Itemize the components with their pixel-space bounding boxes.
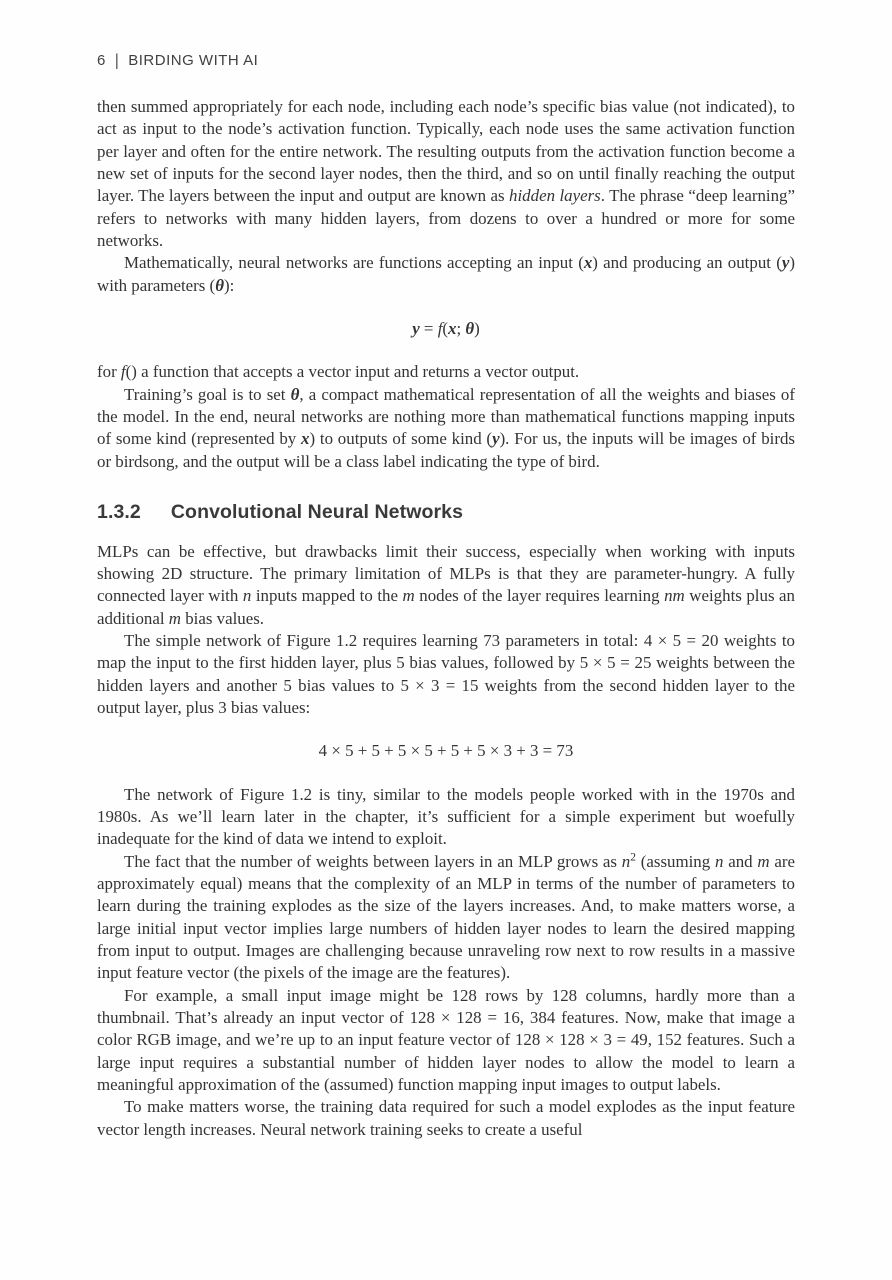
text-run: To make matters worse, the training data required for such a model explodes as the input feature vector length increases. Neural network training seeks to create a useful (97, 1097, 795, 1139)
text-run: Mathematically, neural networks are functions accepting an input ( (124, 253, 584, 273)
text-run: n (714, 851, 724, 871)
text-run: = (419, 319, 438, 339)
running-head: BIRDING WITH AI (128, 52, 259, 69)
text-run: (assuming (635, 851, 715, 871)
paragraph (97, 784, 795, 851)
paragraph (97, 541, 795, 630)
text-run: ) and producing an output ( (592, 253, 782, 273)
text-run: nm (664, 586, 685, 606)
text-run: θ (465, 319, 475, 339)
text-run: ). For us, the inputs will be images of birds or birdsong, and the output will be a class label indicating the type of bird. (97, 429, 795, 471)
text-run: ( (442, 319, 449, 339)
text-run: 4 × 5 + 5 + 5 × 5 + 5 + 5 × 3 + 3 = 73 (318, 741, 574, 761)
paragraph (97, 985, 795, 1097)
text-run: n (242, 586, 252, 606)
paragraph (97, 96, 795, 252)
page-body (97, 96, 795, 1141)
section-heading (97, 501, 795, 523)
text-run: ) with parameters ( (97, 253, 795, 295)
paragraph (97, 630, 795, 719)
text-run: ) (474, 319, 480, 339)
header-separator: | (114, 51, 120, 70)
text-run: ; (456, 319, 466, 339)
text-run: x (583, 253, 593, 273)
page-header (97, 52, 795, 69)
page-number: 6 (97, 52, 106, 69)
text-run: θ (290, 384, 300, 404)
section-title: Convolutional Neural Networks (170, 501, 464, 524)
text-run: () a function that accepts a vector input and returns a vector output. (125, 362, 580, 382)
text-run: 2 (630, 851, 636, 863)
paragraph (97, 384, 795, 473)
section-number: 1.3.2 (97, 501, 141, 524)
text-run: f (437, 319, 443, 339)
text-run: , a compact mathematical representation of all the weights and biases of the model. In the end, neural networks are nothing more than mathematical functions mapping inputs of some kind (represented by (97, 384, 795, 449)
text-run: inputs mapped to the (251, 586, 403, 606)
text-run: then summed appropriately for each node, including each node’s specific bias value (not indicated), to act as input to the node’s activation function. Typically, each node uses the same activation function per layer and often for the entire network. The resulting outputs from the activation function become a new set of inputs for the second layer nodes, then the third, and so on until finally reaching the output layer. The layers between the input and output are known as (97, 97, 795, 206)
text-run: x (448, 319, 457, 339)
text-run: . The phrase “deep learning” refers to networks with many hidden layers, from dozens to over a hundred or more for some networks. (97, 186, 795, 251)
text-run: The fact that the number of weights between layers in an MLP grows as (124, 851, 622, 871)
paragraph (97, 252, 795, 297)
text-run: are approximately equal) means that the complexity of an MLP in terms of the number of parameters to learn during the training explodes as the size of the layers increases. And, to make matters worse, a large initial input vector implies large numbers of hidden layer nodes to learn the desired mapping from input to output. Images are challenging because unraveling row next to row results in a massive input feature vector (the pixels of the image are the features). (97, 851, 795, 983)
text-run: y (412, 319, 420, 339)
text-run: f (120, 362, 126, 382)
text-run: Training’s goal is to set (124, 384, 291, 404)
text-run: ) to outputs of some kind ( (309, 429, 493, 449)
text-run: x (301, 429, 310, 449)
text-run: The network of Figure 1.2 is tiny, similar to the models people worked with in the 1970s and 1980s. As we’ll learn later in the chapter, it’s sufficient for a simple experiment but woefully inadequate for the kind of data we intend to exploit. (97, 784, 795, 849)
text-run: The simple network of Figure 1.2 requires learning 73 parameters in total: 4 × 5 = 20 weights to map the input to the first hidden layer, plus 5 bias values, followed by 5 × 5 = 25 weights between the hidden layers and another 5 bias values to 5 × 3 = 15 weights from the second hidden layer to the output layer, plus 3 bias values: (97, 630, 795, 717)
paragraph (97, 361, 795, 383)
paragraph (97, 851, 795, 985)
equation (97, 318, 795, 340)
text-run: bias values. (180, 608, 265, 628)
text-run: y (781, 253, 790, 273)
text-run: and (723, 851, 758, 871)
text-run: For example, a small input image might be 128 rows by 128 columns, hardly more than a thumbnail. That’s already an input vector of 128 × 128 = 16, 384 features. Now, make that image a color RGB image, and we’re up to an input feature vector of 128 × 128 × 3 = 49, 152 features. Such a large input requires a substantial number of hidden layer nodes to allow the model to learn a meaningful approximation of the (assumed) function mapping input images to output labels. (97, 985, 795, 1095)
text-run: for (97, 362, 121, 382)
text-run: hidden layers (509, 186, 601, 206)
text-run: m (757, 851, 770, 871)
text-run: n (621, 851, 631, 871)
text-run: nodes of the layer requires learning (414, 586, 665, 606)
text-run: ): (223, 275, 235, 295)
paragraph (97, 1096, 795, 1141)
text-run: m (168, 608, 181, 628)
text-run: θ (215, 275, 224, 295)
equation (97, 740, 795, 762)
text-run: MLPs can be effective, but drawbacks limit their success, especially when working with inputs showing 2D structure. The primary limitation of MLPs is that they are parameter-hungry. A fully connected layer with (97, 541, 795, 606)
text-run: weights plus an additional (97, 586, 795, 628)
text-run: y (492, 429, 500, 449)
text-run: m (402, 586, 415, 606)
